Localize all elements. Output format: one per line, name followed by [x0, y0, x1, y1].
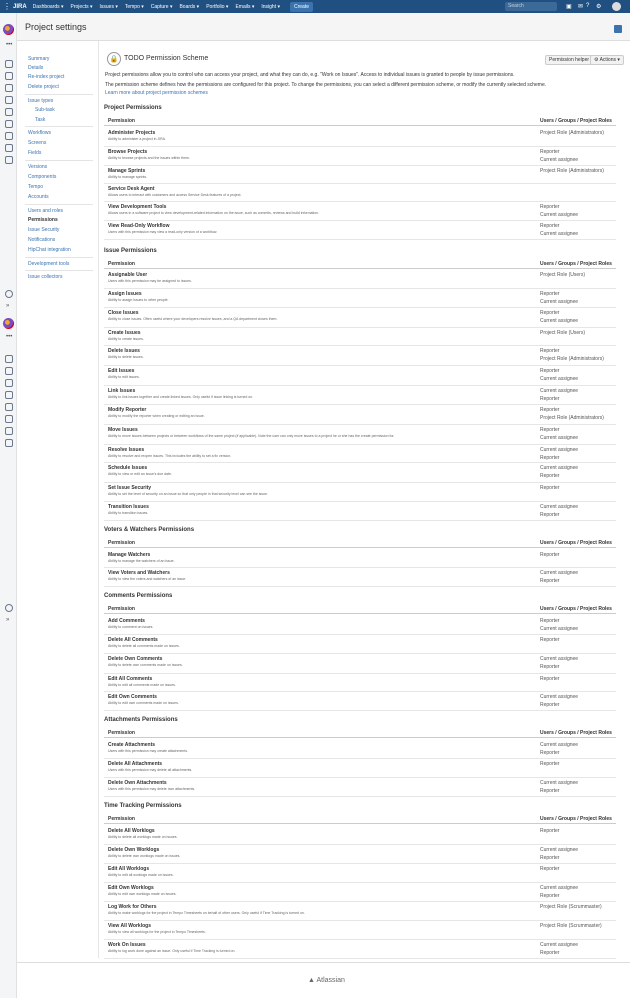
- top-nav-item[interactable]: Tempo ▾: [124, 3, 144, 10]
- footer: [17, 962, 630, 998]
- col-permission: Permission: [108, 606, 135, 612]
- permission-name: Edit All Comments: [108, 676, 153, 682]
- permission-grant: Reporter: [540, 368, 560, 374]
- permission-name: Move Issues: [108, 427, 138, 433]
- permission-grant: Reporter: [540, 310, 560, 316]
- permission-row: [104, 463, 616, 483]
- project-avatar[interactable]: [3, 24, 14, 35]
- permission-name: Assignable User: [108, 272, 148, 278]
- nav-item-accounts[interactable]: Accounts: [28, 194, 49, 200]
- permission-name: Delete All Comments: [108, 637, 158, 643]
- permission-grant: Project Role (Administrators): [540, 356, 604, 362]
- permission-description: Ability to view all worklogs for the project in Tempo Timesheets.: [108, 930, 206, 934]
- permission-name: Manage Watchers: [108, 552, 151, 558]
- permission-row: [104, 346, 616, 366]
- section-title: [104, 593, 616, 599]
- permission-description: Ability to delete issues.: [108, 355, 144, 359]
- permission-grant: Reporter: [540, 750, 560, 756]
- permission-row: [104, 270, 616, 289]
- permission-row: [104, 902, 616, 921]
- permission-row: [104, 328, 616, 346]
- permission-grant: Current assignee: [540, 742, 579, 748]
- permission-grant: Project Role (Administrators): [540, 415, 604, 421]
- page-header: [17, 13, 630, 41]
- permission-grant: Reporter: [540, 149, 560, 155]
- nav-item-issue-types[interactable]: Issue types: [28, 98, 54, 104]
- permission-row: [104, 289, 616, 308]
- releases-icon-secondary[interactable]: [5, 391, 13, 399]
- permission-grant: Current assignee: [540, 318, 579, 324]
- col-permission: Permission: [108, 261, 135, 267]
- permission-name: View All Worklogs: [108, 923, 151, 929]
- permission-grant: Current assignee: [540, 231, 579, 237]
- col-users-roles: Users / Groups / Project Roles: [540, 118, 612, 124]
- section-heading: Comments Permissions: [104, 593, 173, 599]
- permission-name: Administer Projects: [108, 130, 156, 136]
- permission-description: Ability to delete all worklogs made on issues.: [108, 835, 178, 839]
- learn-more-link[interactable]: Learn more about project permission schemes: [105, 90, 208, 96]
- nav-item-workflows[interactable]: Workflows: [28, 130, 51, 136]
- nav-item-tempo[interactable]: Tempo: [28, 184, 44, 190]
- permission-grant: Reporter: [540, 950, 560, 956]
- top-nav-item[interactable]: Dashboards ▾: [32, 3, 64, 10]
- permission-name: Delete Own Attachments: [108, 780, 167, 786]
- permission-description: Ability to browse projects and the issues within them.: [108, 156, 190, 160]
- permission-name: Create Issues: [108, 330, 141, 336]
- permission-name: Service Desk Agent: [108, 186, 155, 192]
- nav-item-issue-security[interactable]: Issue Security: [28, 227, 60, 233]
- permission-grant: Reporter: [540, 552, 560, 558]
- table-header: [104, 116, 616, 126]
- components-icon[interactable]: [5, 120, 13, 128]
- permission-row: [104, 692, 616, 711]
- nav-item-summary[interactable]: Summary: [28, 56, 50, 62]
- permission-grant: Project Role (Users): [540, 272, 586, 278]
- jira-logo[interactable]: JIRA: [13, 3, 27, 10]
- permission-row: [104, 366, 616, 386]
- permission-row: [104, 445, 616, 463]
- permission-grant: Current assignee: [540, 942, 579, 948]
- description-2: The permission scheme defines how the permissions are configured for this project. To change the permissions, you can select a different permission scheme, or modify the currently selected scheme.: [105, 82, 547, 88]
- permission-description: Users with this permission may delete own attachments.: [108, 787, 196, 791]
- permission-grant: Project Role (Scrummaster): [540, 904, 602, 910]
- permission-row: [104, 654, 616, 674]
- whats-new-icon[interactable]: [614, 25, 622, 33]
- board-icon-secondary[interactable]: [5, 367, 13, 375]
- table-header: [104, 814, 616, 824]
- permission-grant: Current assignee: [540, 376, 579, 382]
- permission-row: [104, 740, 616, 759]
- col-users-roles: Users / Groups / Project Roles: [540, 261, 612, 267]
- permission-description: Allows users to interact with customers and access Service Desk features of a project.: [108, 193, 242, 197]
- settings-icon-secondary[interactable]: [5, 604, 13, 612]
- permission-grant: Current assignee: [540, 465, 579, 471]
- components-icon-secondary[interactable]: [5, 415, 13, 423]
- permission-name: Edit All Worklogs: [108, 866, 150, 872]
- nav-item-versions[interactable]: Versions: [28, 164, 48, 170]
- atlassian-logo[interactable]: ▲ Atlassian: [308, 977, 345, 984]
- permission-grant: Current assignee: [540, 847, 579, 853]
- col-permission: Permission: [108, 730, 135, 736]
- permission-grant: Reporter: [540, 664, 560, 670]
- permission-name: Edit Issues: [108, 368, 135, 374]
- permission-row: [104, 425, 616, 445]
- atlassian-label: Atlassian: [316, 977, 345, 984]
- permission-grant: Project Role (Administrators): [540, 168, 604, 174]
- permission-name: Resolve Issues: [108, 447, 145, 453]
- section-title: [104, 717, 616, 723]
- top-nav-item[interactable]: Projects ▾: [70, 3, 93, 10]
- permission-description: Ability to edit all worklogs made on issues.: [108, 873, 174, 877]
- section-title: [104, 105, 616, 111]
- nav-item-sub-task[interactable]: Sub-task: [35, 107, 55, 113]
- permission-row: [104, 147, 616, 166]
- project-sidebar-strip: [0, 13, 17, 998]
- backlog-icon[interactable]: [5, 60, 13, 68]
- col-permission: Permission: [108, 540, 135, 546]
- table-header: [104, 728, 616, 738]
- col-permission: Permission: [108, 816, 135, 822]
- permission-grant: Reporter: [540, 676, 560, 682]
- permission-name: Manage Sprints: [108, 168, 146, 174]
- permission-name: Delete Own Worklogs: [108, 847, 160, 853]
- issues-icon-secondary[interactable]: [5, 403, 13, 411]
- permission-grant: Reporter: [540, 855, 560, 861]
- permission-name: Edit Own Worklogs: [108, 885, 154, 891]
- permission-description: Ability to create issues.: [108, 337, 144, 341]
- permission-description: Ability to delete own worklogs made on issues.: [108, 854, 181, 858]
- permission-grant: Current assignee: [540, 570, 579, 576]
- permission-row: [104, 921, 616, 940]
- permission-grant: Reporter: [540, 702, 560, 708]
- permission-grant: Reporter: [540, 788, 560, 794]
- permission-grant: Reporter: [540, 512, 560, 518]
- permission-name: Add Comments: [108, 618, 145, 624]
- more-icon[interactable]: •••: [6, 42, 13, 48]
- permission-name: View Read-Only Workflow: [108, 223, 170, 229]
- permission-grant: Current assignee: [540, 780, 579, 786]
- permission-row: [104, 940, 616, 959]
- more-icon-secondary[interactable]: •••: [6, 334, 13, 340]
- permission-description: Ability to administer a project in JIRA.: [108, 137, 166, 141]
- permission-description: Ability to manage sprints.: [108, 175, 148, 179]
- col-users-roles: Users / Groups / Project Roles: [540, 540, 612, 546]
- page-title: Project settings: [25, 22, 87, 32]
- nav-item-screens[interactable]: Screens: [28, 140, 47, 146]
- permission-description: Ability to link issues together and create linked issues. Only useful if issue linking is turned on.: [108, 395, 254, 399]
- permission-description: Ability to close issues. Often useful where your developers resolve issues, and a QA department closes them.: [108, 317, 278, 321]
- user-avatar[interactable]: [612, 2, 621, 11]
- permission-description: Ability to view or edit an issue's due date.: [108, 472, 172, 476]
- permission-description: Allows users in a software project to view development-related information on the issue, such as commits, reviews and build information.: [108, 211, 320, 215]
- permission-name: Delete Issues: [108, 348, 140, 354]
- nav-item-users-and-roles[interactable]: Users and roles: [28, 208, 64, 214]
- divider: [98, 41, 99, 958]
- bug-icon[interactable]: [5, 132, 13, 140]
- col-users-roles: Users / Groups / Project Roles: [540, 816, 612, 822]
- permission-grant: Reporter: [540, 427, 560, 433]
- permission-description: Ability to edit issues.: [108, 375, 140, 379]
- help-icon[interactable]: ?: [586, 3, 590, 9]
- permission-description: Ability to modify the reporter when creating or editing an issue.: [108, 414, 205, 418]
- permission-row: [104, 845, 616, 864]
- notifications-icon[interactable]: ✉: [578, 4, 584, 10]
- nav-item-delete-project[interactable]: Delete project: [28, 84, 59, 90]
- permission-name: Schedule Issues: [108, 465, 148, 471]
- nav-item-fields[interactable]: Fields: [28, 150, 42, 156]
- permission-grant: Reporter: [540, 291, 560, 297]
- permission-description: Users with this permission may delete all attachments.: [108, 768, 193, 772]
- bug-icon-secondary[interactable]: [5, 427, 13, 435]
- permission-description: Ability to move issues between projects or between workflows of the same project (if applicable). Note the user can only move issues to a project he or she has the create permission for.: [108, 434, 395, 438]
- permission-row: [104, 864, 616, 883]
- top-nav-item[interactable]: Insight ▾: [261, 3, 280, 10]
- permission-grant: Current assignee: [540, 626, 579, 632]
- permission-grant: Reporter: [540, 485, 560, 491]
- permission-description: Ability to resolve and reopen issues. This includes the ability to set a fix version.: [108, 454, 232, 458]
- lock-icon: 🔒: [107, 52, 121, 66]
- permission-grant: Project Role (Scrummaster): [540, 923, 602, 929]
- permission-grant: Reporter: [540, 578, 560, 584]
- releases-icon[interactable]: [5, 96, 13, 104]
- permission-row: [104, 405, 616, 425]
- top-nav-menu: [33, 4, 287, 10]
- permission-description: Ability to edit all comments made on issues.: [108, 683, 176, 687]
- nav-item-development-tools[interactable]: Development tools: [28, 261, 70, 267]
- permission-grant: Reporter: [540, 204, 560, 210]
- nav-separator: [25, 94, 93, 95]
- permission-description: Users with this permission may be assigned to issues.: [108, 279, 192, 283]
- permission-name: Transition Issues: [108, 504, 149, 510]
- permission-grant: Current assignee: [540, 885, 579, 891]
- search-input[interactable]: Search: [505, 2, 557, 11]
- permission-name: View Voters and Watchers: [108, 570, 170, 576]
- section-heading: Time Tracking Permissions: [104, 803, 182, 809]
- permission-row: [104, 308, 616, 328]
- actions-button[interactable]: ⚙ Actions ▾: [590, 55, 624, 65]
- permission-name: Edit Own Comments: [108, 694, 157, 700]
- permission-row: [104, 759, 616, 778]
- section-title: [104, 803, 616, 809]
- reports-icon-secondary[interactable]: [5, 379, 13, 387]
- permission-grant: Reporter: [540, 893, 560, 899]
- permission-grant: Current assignee: [540, 447, 579, 453]
- add-on-icon[interactable]: [5, 156, 13, 164]
- permission-name: Log Work for Others: [108, 904, 157, 910]
- permission-grant: Reporter: [540, 828, 560, 834]
- permission-description: Ability to delete all comments made on issues.: [108, 644, 180, 648]
- permission-grant: Reporter: [540, 396, 560, 402]
- permission-row: [104, 568, 616, 587]
- permission-row: [104, 635, 616, 654]
- permission-row: [104, 221, 616, 240]
- section-heading: Attachments Permissions: [104, 717, 178, 723]
- permission-name: Close Issues: [108, 310, 139, 316]
- nav-separator: [25, 257, 93, 258]
- collapse-icon[interactable]: »: [6, 303, 10, 309]
- permission-grant: Current assignee: [540, 212, 579, 218]
- permission-grant: Reporter: [540, 455, 560, 461]
- reports-icon[interactable]: [5, 84, 13, 92]
- permission-description: Ability to assign issues to other people.: [108, 298, 169, 302]
- top-nav-item[interactable]: Capture ▾: [150, 3, 173, 10]
- permission-description: Ability to edit own worklogs made on issues.: [108, 892, 177, 896]
- top-navigation-bar: [0, 0, 630, 13]
- permission-name: Delete All Attachments: [108, 761, 163, 767]
- permission-row: [104, 202, 616, 221]
- col-users-roles: Users / Groups / Project Roles: [540, 730, 612, 736]
- permission-name: Link Issues: [108, 388, 136, 394]
- permission-grant: Reporter: [540, 637, 560, 643]
- description-link-wrap: [105, 90, 208, 96]
- permission-name: Delete All Worklogs: [108, 828, 155, 834]
- permission-grant: Reporter: [540, 348, 560, 354]
- settings-gear-icon[interactable]: ⚙: [596, 4, 602, 10]
- permission-row: [104, 674, 616, 692]
- permission-grant: Current assignee: [540, 388, 579, 394]
- nav-separator: [25, 160, 93, 161]
- permission-name: Modify Reporter: [108, 407, 147, 413]
- permission-grant: Current assignee: [540, 504, 579, 510]
- permission-row: [104, 184, 616, 202]
- col-users-roles: Users / Groups / Project Roles: [540, 606, 612, 612]
- permission-row: [104, 883, 616, 902]
- permission-row: [104, 128, 616, 147]
- nav-separator: [25, 204, 93, 205]
- permission-grant: Current assignee: [540, 435, 579, 441]
- permission-grant: Reporter: [540, 866, 560, 872]
- section-heading: Project Permissions: [104, 105, 162, 111]
- permission-name: Delete Own Comments: [108, 656, 163, 662]
- table-header: [104, 604, 616, 614]
- permission-description: Ability to transition issues.: [108, 511, 149, 515]
- permission-name: Assign Issues: [108, 291, 142, 297]
- tempo-icon[interactable]: [5, 144, 13, 152]
- table-header: [104, 538, 616, 548]
- permission-name: View Development Tools: [108, 204, 167, 210]
- nav-item-re-index-project[interactable]: Re-index project: [28, 74, 65, 80]
- permission-grant: Reporter: [540, 407, 560, 413]
- permission-description: Ability to manage the watchers of an issue.: [108, 559, 175, 563]
- permission-grant: Reporter: [540, 618, 560, 624]
- permission-description: Ability to delete own comments made on issues.: [108, 663, 183, 667]
- permission-grant: Current assignee: [540, 656, 579, 662]
- permission-grant: Reporter: [540, 761, 560, 767]
- permission-name: Create Attachments: [108, 742, 156, 748]
- backlog-icon-secondary[interactable]: [5, 355, 13, 363]
- permission-description: Users with this permission may view a read-only version of a workflow.: [108, 230, 218, 234]
- tempo-icon-secondary[interactable]: [5, 439, 13, 447]
- nav-item-task[interactable]: Task: [35, 117, 46, 123]
- scheme-name: TODO Permission Scheme: [124, 55, 209, 62]
- settings-icon[interactable]: [5, 290, 13, 298]
- permission-row: [104, 616, 616, 635]
- section-title: [104, 527, 616, 533]
- top-nav-item[interactable]: Issues ▾: [99, 3, 118, 10]
- permission-name: Set Issue Security: [108, 485, 152, 491]
- nav-item-components[interactable]: Components: [28, 174, 57, 180]
- board-icon[interactable]: [5, 72, 13, 80]
- col-permission: Permission: [108, 118, 135, 124]
- permission-row: [104, 550, 616, 568]
- permission-description: Ability to view the voters and watchers of an issue.: [108, 577, 187, 581]
- permission-row: [104, 778, 616, 797]
- nav-item-notifications[interactable]: Notifications: [28, 237, 56, 243]
- permission-name: Work On Issues: [108, 942, 146, 948]
- section-title: [104, 248, 616, 254]
- permission-row: [104, 502, 616, 521]
- permission-grant: Project Role (Administrators): [540, 130, 604, 136]
- section-heading: Issue Permissions: [104, 248, 157, 254]
- top-nav-item[interactable]: Portfolio ▾: [206, 3, 229, 10]
- section-heading: Voters & Watchers Permissions: [104, 527, 195, 533]
- create-button[interactable]: Create: [290, 2, 313, 12]
- top-nav-item[interactable]: Boards ▾: [179, 3, 200, 10]
- permission-row: [104, 386, 616, 405]
- project-avatar-secondary[interactable]: [3, 318, 14, 329]
- permission-grant: Reporter: [540, 223, 560, 229]
- permission-grant: Current assignee: [540, 157, 579, 163]
- permission-grant: Project Role (Users): [540, 330, 586, 336]
- nav-separator: [25, 126, 93, 127]
- permission-description: Users with this permission may create attachments.: [108, 749, 188, 753]
- permission-grant: Current assignee: [540, 299, 579, 305]
- chat-icon[interactable]: ▣: [566, 4, 572, 10]
- permission-helper-button[interactable]: Permission helper: [545, 55, 593, 65]
- permission-description: Ability to comment on issues.: [108, 625, 154, 629]
- permission-row: [104, 483, 616, 502]
- expand-icon[interactable]: »: [6, 617, 10, 623]
- nav-item-details[interactable]: Details: [28, 65, 44, 71]
- permission-description: Ability to edit own comments made on issues.: [108, 701, 179, 705]
- description-1: Project permissions allow you to control who can access your project, and what they can do, e.g. "Work on Issues". Access to individual issues is granted to people by issue permissions.: [105, 72, 515, 78]
- nav-separator: [25, 270, 93, 271]
- permission-grant: Current assignee: [540, 694, 579, 700]
- table-header: [104, 259, 616, 269]
- permission-row: [104, 166, 616, 184]
- nav-item-issue-collectors[interactable]: Issue collectors: [28, 274, 63, 280]
- issues-icon[interactable]: [5, 108, 13, 116]
- permission-description: Ability to make worklogs for the project in Tempo Timesheets on behalf of other users. Only useful if Time Tracking is turned on.: [108, 911, 305, 915]
- permission-description: Ability to log work done against an issue. Only useful if Time Tracking is turned on.: [108, 949, 236, 953]
- top-nav-item[interactable]: Emails ▾: [235, 3, 255, 10]
- permission-description: Ability to set the level of security on an issue so that only people in that security level can see the issue.: [108, 492, 268, 496]
- permission-name: Browse Projects: [108, 149, 148, 155]
- permission-row: [104, 826, 616, 845]
- nav-item-hipchat-integration[interactable]: HipChat integration: [28, 247, 71, 253]
- nav-item-permissions[interactable]: Permissions: [28, 217, 58, 223]
- app-switcher-icon[interactable]: ⋮: [3, 2, 11, 11]
- permission-grant: Reporter: [540, 473, 560, 479]
